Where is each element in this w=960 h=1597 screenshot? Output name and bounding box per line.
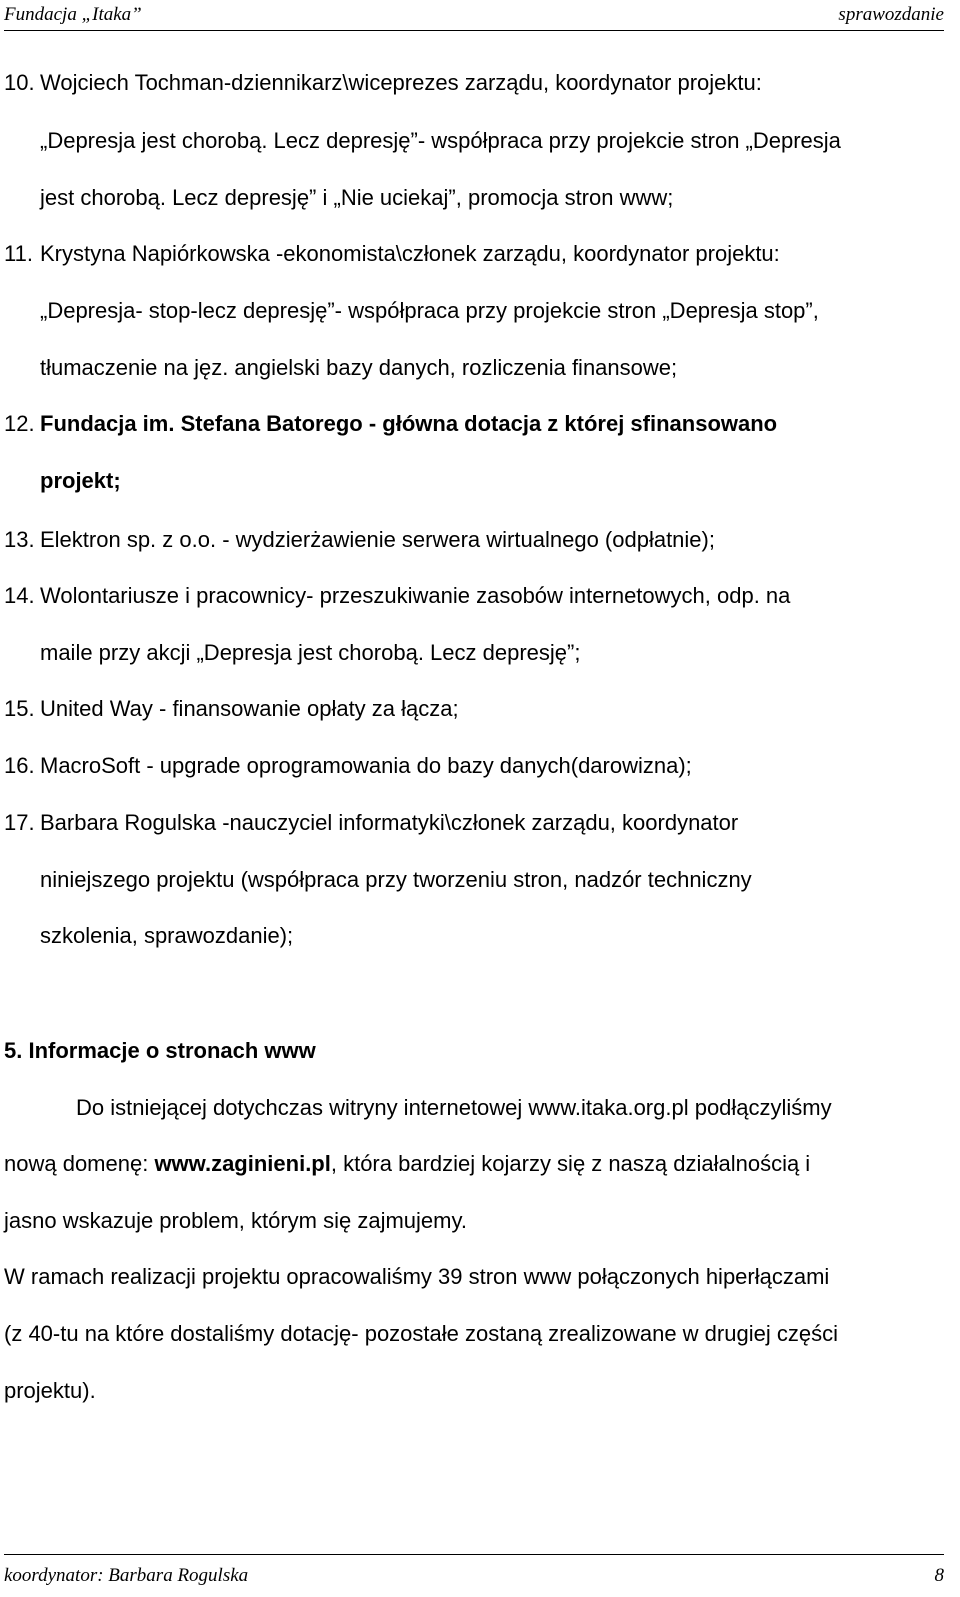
paragraph-line: Do istniejącej dotychczas witryny internetowej www.itaka.org.pl podłączyliśmy: [76, 1095, 832, 1120]
paragraph-text: , która bardziej kojarzy się z naszą działalnością i: [330, 1151, 811, 1176]
section-heading: 5. Informacje o stronach www: [4, 1038, 316, 1063]
list-item-line: Fundacja im. Stefana Batorego - główna dotacja z której sfinansowano: [40, 411, 778, 436]
list-item-line: MacroSoft - upgrade oprogramowania do bazy danych(darowizna);: [40, 753, 692, 778]
list-item-number: 14.: [4, 583, 35, 608]
list-item-number: 10.: [4, 70, 35, 95]
list-item-line: niniejszego projektu (współpraca przy tworzeniu stron, nadzór techniczny: [40, 867, 752, 892]
page-header: [4, 2, 944, 31]
list-item-line: jest chorobą. Lecz depresję” i „Nie uciekaj”, promocja stron www;: [40, 185, 674, 210]
list-item-line: tłumaczenie na jęz. angielski bazy danych, rozliczenia finansowe;: [40, 355, 678, 380]
list-item-number: 15.: [4, 696, 35, 721]
list-item-number: 11.: [4, 241, 33, 266]
paragraph-line: jasno wskazuje problem, którym się zajmujemy.: [4, 1208, 467, 1233]
page-number: 8: [934, 1565, 944, 1586]
list-item-line: „Depresja- stop-lecz depresję”- współpraca przy projekcie stron „Depresja stop”,: [40, 298, 819, 323]
list-item-line: maile przy akcji „Depresja jest chorobą. Lecz depresję”;: [40, 640, 581, 665]
domain-name: www.zaginieni.pl: [154, 1151, 331, 1176]
list-item-line: Krystyna Napiórkowska -ekonomista\członek zarządu, koordynator projektu:: [40, 241, 780, 266]
paragraph-line: projektu).: [4, 1378, 96, 1403]
list-item-line: Elektron sp. z o.o. - wydzierżawienie serwera wirtualnego (odpłatnie);: [40, 527, 715, 552]
list-item-line: szkolenia, sprawozdanie);: [40, 923, 294, 948]
paragraph-line: W ramach realizacji projektu opracowaliśmy 39 stron www połączonych hiperłączami: [4, 1264, 830, 1289]
footer-coordinator: koordynator: Barbara Rogulska: [4, 1565, 249, 1586]
list-item-number: 17.: [4, 810, 35, 835]
header-doc-type: sprawozdanie: [838, 4, 944, 25]
list-item-line: Wolontariusze i pracownicy- przeszukiwanie zasobów internetowych, odp. na: [40, 583, 791, 608]
list-item-line: projekt;: [40, 468, 121, 493]
list-item-line: Barbara Rogulska -nauczyciel informatyki\członek zarządu, koordynator: [40, 810, 739, 835]
paragraph-line: (z 40-tu na które dostaliśmy dotację- pozostałe zostaną zrealizowane w drugiej części: [4, 1321, 838, 1346]
paragraph-text: nową domenę:: [4, 1151, 155, 1176]
list-item-number: 16.: [4, 753, 35, 778]
page-footer: [4, 1554, 944, 1589]
list-item-line: „Depresja jest chorobą. Lecz depresję”- współpraca przy projekcie stron „Depresja: [40, 128, 841, 153]
list-item-number: 13.: [4, 527, 35, 552]
list-item-line: United Way - finansowanie opłaty za łącza;: [40, 696, 459, 721]
list-item-number: 12.: [4, 411, 35, 436]
list-item-line: Wojciech Tochman-dziennikarz\wiceprezes zarządu, koordynator projektu:: [40, 70, 762, 95]
paragraph-line: [4, 1151, 810, 1177]
header-org-name: Fundacja „Itaka”: [4, 4, 142, 25]
